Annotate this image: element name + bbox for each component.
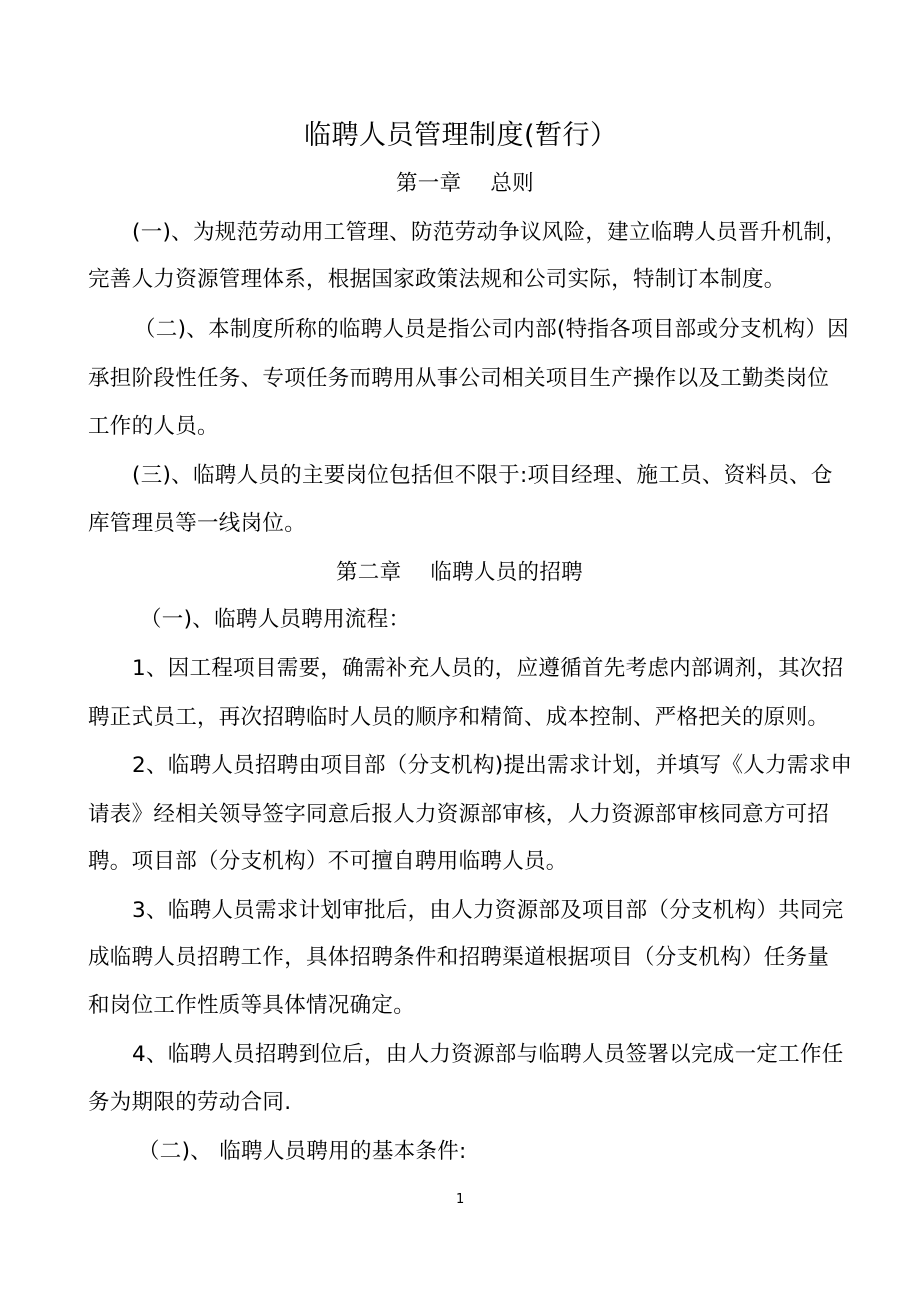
section-heading: （二)、 临聘人员聘用的基本条件: bbox=[138, 1139, 467, 1164]
paragraph-line: 1、因工程项目需要，确需补充人员的，应遵循首先考虑内部调剂，其次招 bbox=[132, 656, 844, 681]
chapter-heading: 第二章 临聘人员的招聘 bbox=[336, 560, 583, 585]
paragraph-line: （二)、本制度所称的临聘人员是指公司内部(特指各项目部或分支机构）因 bbox=[134, 317, 849, 342]
paragraph-line: 库管理员等一线岗位。 bbox=[88, 511, 307, 536]
paragraph-line: 聘。项目部（分支机构）不可擅自聘用临聘人员。 bbox=[88, 849, 568, 874]
paragraph-line: (三)、临聘人员的主要岗位包括但不限于:项目经理、施工员、资料员、仓 bbox=[132, 463, 833, 488]
paragraph-line: 和岗位工作性质等具体情况确定。 bbox=[88, 993, 416, 1018]
paragraph-line: 2、临聘人员招聘由项目部（分支机构)提出需求计划，并填写《人力需求申 bbox=[132, 753, 853, 778]
paragraph-line: 4、临聘人员招聘到位后，由人力资源部与临聘人员签署以完成一定工作任 bbox=[132, 1042, 844, 1067]
paragraph-line: 务为期限的劳动合同. bbox=[88, 1090, 292, 1115]
page-number: 1 bbox=[456, 1192, 465, 1207]
paragraph-line: 3、临聘人员需求计划审批后，由人力资源部及项目部（分支机构）共同完 bbox=[132, 898, 844, 923]
paragraph-line: 完善人力资源管理体系，根据国家政策法规和公司实际，特制订本制度。 bbox=[88, 267, 786, 292]
paragraph-line: 承担阶段性任务、专项任务而聘用从事公司相关项目生产操作以及工勤类岗位 bbox=[88, 366, 830, 391]
document-title: 临聘人员管理制度(暂行） bbox=[304, 120, 618, 151]
chapter-heading: 第一章 总则 bbox=[396, 171, 534, 196]
paragraph-line: 工作的人员。 bbox=[88, 414, 219, 439]
paragraph-line: 聘正式员工，再次招聘临时人员的顺序和精简、成本控制、严格把关的原则。 bbox=[88, 705, 830, 730]
paragraph-line: 请表》经相关领导签字同意后报人力资源部审核，人力资源部审核同意方可招 bbox=[88, 802, 830, 827]
paragraph-line: (一)、为规范劳动用工管理、防范劳动争议风险，建立临聘人员晋升机制， bbox=[132, 220, 847, 245]
section-heading: （一)、临聘人员聘用流程： bbox=[140, 607, 411, 632]
paragraph-line: 成临聘人员招聘工作，具体招聘条件和招聘渠道根据项目（分支机构）任务量 bbox=[88, 945, 830, 970]
